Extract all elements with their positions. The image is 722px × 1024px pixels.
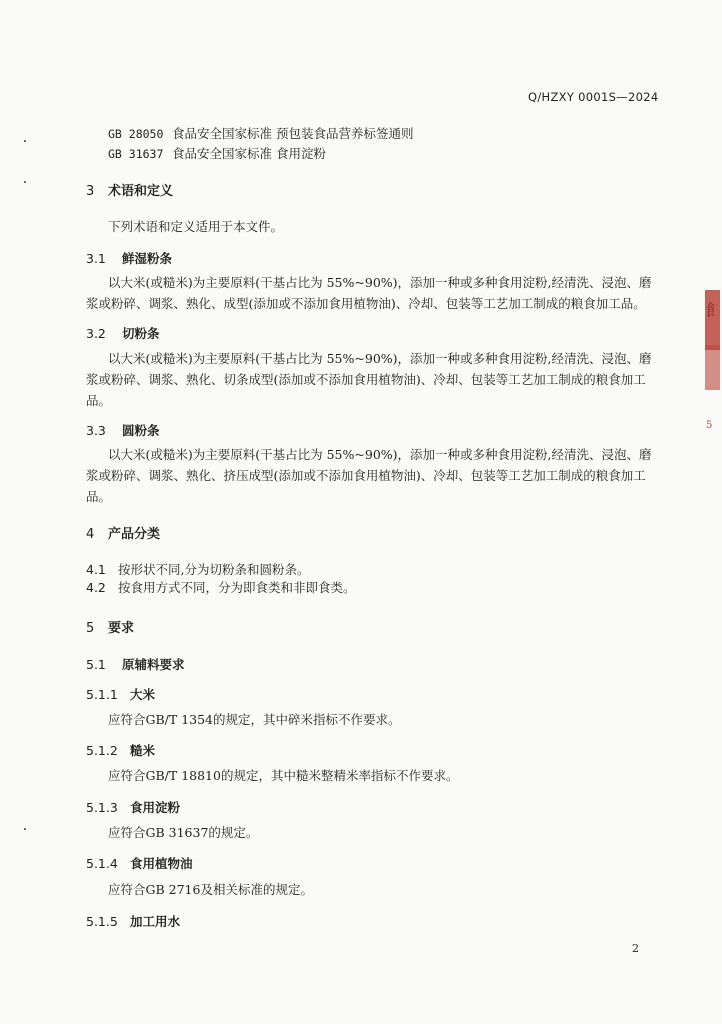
subsection-number: 3.1 (86, 251, 106, 266)
definition-text: 以大米(或糙米)为主要原料(干基占比为 55%~90%)，添加一种或多种食用淀粉,经清洗、浸泡、磨 (108, 351, 652, 366)
clause-heading (86, 854, 193, 872)
clause-heading (86, 798, 180, 816)
section-heading (86, 180, 173, 199)
clause-number: 5.1.2 (86, 743, 118, 758)
clause-text: 应符合GB/T 1354的规定，其中碎米指标不作要求。 (108, 712, 401, 727)
scan-dot (24, 181, 26, 183)
subsection-number: 3.3 (86, 423, 106, 438)
subsection-number: 3.2 (86, 326, 106, 341)
edge-glyph: 5 (706, 420, 713, 431)
classification-item (86, 560, 309, 578)
reference-line (108, 144, 326, 162)
item-text: 按形状不同,分为切粉条和圆粉条。 (118, 562, 310, 577)
item-text: 按食用方式不同，分为即食类和非即食类。 (118, 580, 356, 595)
definition-text: 浆或粉碎、调浆、熟化、切条成型(添加或不添加食用植物油)、冷却、包装等工艺加工制成的粮食加工 (86, 372, 646, 387)
definition-text: 品。 (86, 489, 112, 504)
clause-heading (86, 741, 155, 759)
definition-text: 以大米(或糙米)为主要原料(干基占比为 55%~90%)，添加一种或多种食用淀粉,经清洗、浸泡、磨 (108, 447, 652, 462)
definition-text: 以大米(或糙米)为主要原料(干基占比为 55%~90%)，添加一种或多种食用淀粉,经清洗、浸泡、磨 (108, 275, 652, 290)
clause-number: 5.1.5 (86, 914, 118, 929)
section-heading (86, 523, 160, 542)
subsection-title: 鲜湿粉条 (122, 251, 173, 266)
section-number: 3 (86, 184, 95, 199)
item-number: 4.1 (86, 562, 106, 577)
scan-dot (24, 828, 26, 830)
clause-text: 应符合GB 2716及相关标准的规定。 (108, 882, 313, 897)
definition-text: 浆或粉碎、调浆、熟化、成型(添加或不添加食用植物油)、冷却、包装等工艺加工制成的粮食加工品。 (86, 296, 646, 311)
subsection-heading (86, 655, 185, 673)
section-title: 产品分类 (108, 527, 161, 542)
reference-code: GB 28050 (108, 127, 164, 141)
reference-code: GB 31637 (108, 147, 164, 161)
section-number: 5 (86, 621, 95, 636)
classification-item (86, 578, 356, 596)
item-number: 4.2 (86, 580, 106, 595)
edge-glyph: 飠 (706, 301, 722, 320)
subsection-title: 切粉条 (122, 326, 160, 341)
subsection-number: 5.1 (86, 657, 106, 672)
subsection-heading (86, 324, 160, 342)
clause-title: 食用淀粉 (130, 800, 181, 815)
reference-title: 食品安全国家标准 预包装食品营养标签通则 (172, 126, 414, 141)
section-heading (86, 617, 134, 636)
subsection-title: 原辅料要求 (122, 657, 185, 672)
edge-red-mark (705, 345, 720, 390)
clause-title: 糙米 (130, 743, 156, 758)
clause-number: 5.1.1 (86, 687, 118, 702)
clause-text: 应符合GB 31637的规定。 (108, 825, 259, 840)
section-intro: 下列术语和定义适用于本文件。 (108, 219, 284, 234)
clause-title: 食用植物油 (130, 856, 193, 871)
clause-number: 5.1.3 (86, 800, 118, 815)
definition-text: 品。 (86, 393, 112, 408)
scan-dot (24, 140, 26, 142)
definition-text: 浆或粉碎、调浆、熟化、挤压成型(添加或不添加食用植物油)、冷却、包装等工艺加工制成的粮食加工 (86, 468, 646, 483)
subsection-heading (86, 249, 172, 267)
clause-number: 5.1.4 (86, 856, 118, 871)
subsection-heading (86, 421, 160, 439)
subsection-title: 圆粉条 (122, 423, 160, 438)
reference-line (108, 124, 413, 142)
section-number: 4 (86, 527, 95, 542)
section-title: 要求 (108, 621, 135, 636)
clause-title: 加工用水 (130, 914, 181, 929)
clause-heading (86, 912, 180, 930)
clause-text: 应符合GB/T 18810的规定，其中糙米整精米率指标不作要求。 (108, 768, 459, 783)
page-number: 2 (632, 942, 639, 955)
doc-code-header: Q/HZXY 0001S—2024 (528, 90, 659, 104)
clause-heading (86, 685, 155, 703)
clause-title: 大米 (130, 687, 156, 702)
reference-title: 食品安全国家标准 食用淀粉 (172, 146, 326, 161)
section-title: 术语和定义 (108, 184, 174, 199)
